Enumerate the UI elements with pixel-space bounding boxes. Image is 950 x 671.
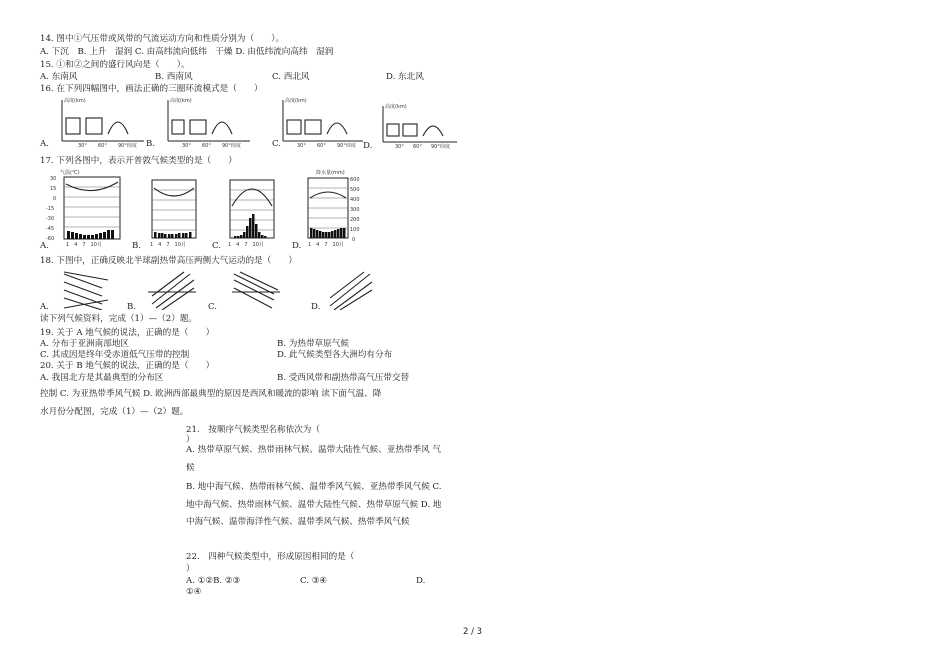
svg-text:0: 0	[352, 237, 356, 243]
svg-text:60°: 60°	[413, 144, 422, 150]
q17-chart-d	[302, 168, 364, 248]
svg-text:降水量(mm): 降水量(mm)	[316, 170, 345, 176]
q19-option-c: C. 其成因是终年受赤道低气压带的控制	[40, 350, 190, 360]
svg-text:100: 100	[350, 227, 360, 233]
svg-text:-60: -60	[46, 236, 55, 242]
svg-text:30: 30	[50, 176, 57, 182]
q17-stem: 17. 下列各图中，表示开普敦气候类型的是（ ）	[40, 156, 237, 166]
q22-option-d-value: ①④	[186, 587, 202, 597]
q20-stem: 20. 关于 B 地气候的说法，正确的是（ ）	[40, 361, 215, 371]
svg-text:30°: 30°	[78, 143, 87, 148]
q16-option-b: B.	[146, 139, 156, 149]
q16-stem: 16. 在下列四幅图中，画法正确的三圈环流模式是（ ）	[40, 84, 263, 94]
q18-option-c: C.	[208, 302, 218, 312]
svg-text:15: 15	[50, 186, 57, 192]
q15-option-a: A. 东南风	[40, 72, 78, 82]
q19-stem: 19. 关于 A 地气候的说法，正确的是（ ）	[40, 328, 215, 338]
q21-stem: 21. 按顺序气候类型名称依次为（	[186, 425, 320, 435]
q19-option-a: A. 分布于亚洲南部地区	[40, 339, 130, 349]
q17-option-d: D.	[292, 241, 302, 251]
q16-option-d: D.	[363, 141, 373, 151]
q17-chart-b	[144, 176, 204, 248]
q18-option-b: B.	[127, 302, 137, 312]
svg-text:-45: -45	[46, 226, 55, 232]
svg-text:300: 300	[350, 207, 360, 213]
q22-paren: ）	[186, 564, 195, 574]
q15-stem: 15. ①和②之间的盛行风向是（ ）。	[40, 60, 190, 70]
q18-figure-b	[148, 270, 196, 310]
svg-text:气温(℃): 气温(℃)	[60, 170, 80, 176]
svg-text:1 4 7 10月: 1 4 7 10月	[150, 242, 186, 248]
svg-text:-30: -30	[46, 216, 55, 222]
q18-figure-a	[62, 270, 110, 310]
q21-option-a: A. 热带草原气候、热带雨林气候、温带大陆性气候、亚热带季风 气候	[186, 445, 442, 473]
svg-text:高度(km): 高度(km)	[385, 104, 407, 110]
q20-option-a: A. 我国北方是其最典型的分布区	[40, 373, 164, 383]
q17-chart-a	[40, 168, 140, 248]
q16-option-c: C.	[272, 139, 282, 149]
svg-text:-15: -15	[46, 206, 55, 212]
q18-figure-c	[232, 270, 280, 310]
q22-option-ab: A. ①②B. ②③	[186, 576, 241, 586]
svg-text:30°: 30°	[395, 144, 404, 150]
svg-text:0: 0	[53, 196, 57, 202]
q17-chart-c	[222, 176, 282, 248]
page-number: 2 / 3	[463, 627, 483, 637]
svg-text:高度(km): 高度(km)	[285, 98, 307, 104]
q16-option-a: A.	[40, 139, 49, 149]
q20-continuation: 控制 C. 为亚热带季风气候 D. 欧洲西部最典型的原因是西风和暖流的影响 读下面气温、降	[40, 389, 382, 399]
q18-stem: 18. 下图中，正确反映北半球副热带高压两侧大气运动的是（ ）	[40, 256, 298, 266]
svg-text:30°: 30°	[182, 143, 191, 148]
q17-option-b: B.	[132, 241, 142, 251]
svg-text:60°: 60°	[202, 143, 211, 148]
q14-stem: 14. 图中①气压带或风带的气流运动方向和性质分别为（ ）。	[40, 34, 285, 44]
q15-option-b: B. 西南风	[155, 72, 193, 82]
svg-text:200: 200	[350, 217, 360, 223]
svg-text:90°纬度: 90°纬度	[222, 143, 241, 148]
svg-text:60°: 60°	[98, 143, 107, 148]
svg-text:90°纬度: 90°纬度	[431, 144, 450, 150]
q17-option-a: A.	[40, 241, 49, 251]
q15-option-c: C. 西北风	[272, 72, 310, 82]
svg-text:400: 400	[350, 197, 360, 203]
q19-option-d: D. 此气候类型各大洲均有分布	[277, 350, 393, 360]
reading-intro: 读下列气候资料，完成（1）—（2）题。	[40, 314, 198, 324]
q16-figure-c	[275, 96, 365, 148]
q17-option-c: C.	[212, 241, 222, 251]
q16-figure-a	[56, 96, 146, 148]
svg-text:30°: 30°	[297, 143, 306, 148]
q22-option-c: C. ③④	[300, 576, 328, 586]
svg-text:90°纬度: 90°纬度	[337, 143, 356, 148]
q16-figure-b	[160, 96, 252, 148]
svg-text:1 4 7 10月: 1 4 7 10月	[228, 242, 264, 248]
q16-a-ylabel: 高度(km)	[64, 98, 86, 104]
svg-text:高度(km): 高度(km)	[170, 98, 192, 104]
q22-stem: 22. 四种气候类型中，形成原因相同的是（	[186, 552, 355, 562]
q14-options: A. 下沉 B. 上升 湿润 C. 由高纬流向低纬 干燥 D. 由低纬流向高纬 湿润	[40, 47, 334, 57]
q21-options-bcd: B. 地中海气候、热带雨林气候、温带季风气候、亚热带季风气候 C. 地中海气候、热带雨林气候、温带大陆性气候、热带草原气候 D. 地中海气候、温带海洋性气候、温带季风气候、热带季风气候	[186, 482, 442, 527]
q18-option-d: D.	[311, 302, 321, 312]
svg-text:60°: 60°	[317, 143, 326, 148]
q15-option-d: D. 东北风	[386, 72, 424, 82]
q19-option-b: B. 为热带草原气候	[277, 339, 349, 349]
svg-text:500: 500	[350, 187, 360, 193]
svg-text:600: 600	[350, 177, 360, 183]
svg-text:90°纬度: 90°纬度	[118, 143, 137, 148]
svg-text:1 4 7 10月: 1 4 7 10月	[66, 242, 102, 248]
q16-figure-d	[375, 102, 459, 150]
svg-text:1 4 7 10月: 1 4 7 10月	[308, 242, 344, 248]
q20-option-b: B. 受西风带和副热带高气压带交替	[277, 373, 410, 383]
q20-continuation-2: 水月份分配图，完成（1）—（2）题。	[40, 407, 189, 417]
q18-option-a: A.	[40, 302, 49, 312]
q22-option-d: D.	[416, 576, 426, 586]
q21-paren: ）	[186, 435, 195, 445]
q18-figure-d	[326, 270, 374, 310]
